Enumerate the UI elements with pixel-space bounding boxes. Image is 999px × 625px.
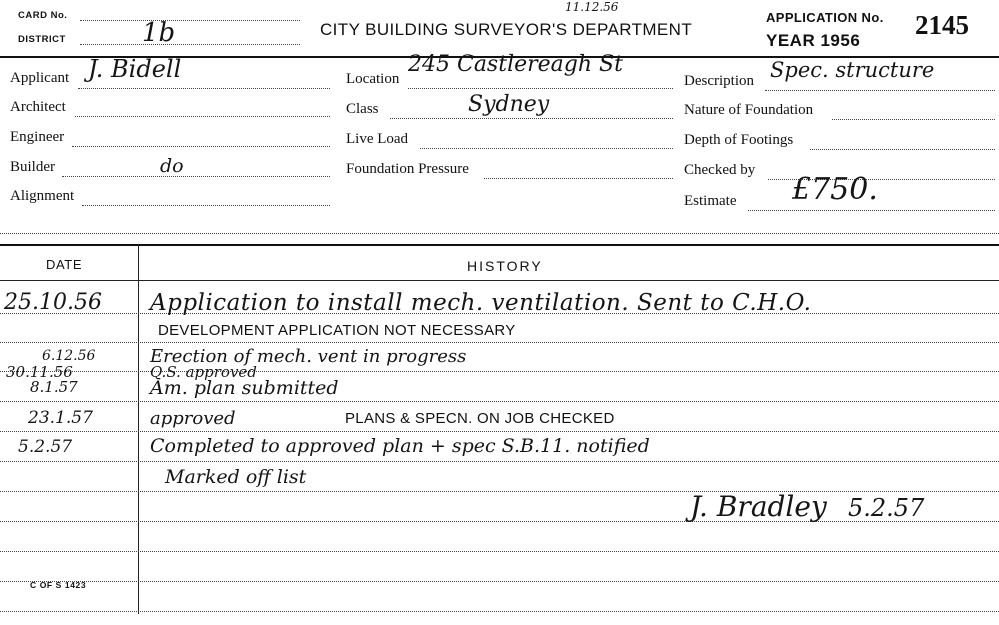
signature-date: 5.2.57	[848, 494, 925, 522]
row-line	[0, 611, 999, 612]
history-header-rule	[0, 280, 999, 281]
builder-value: do	[160, 155, 184, 177]
builder-label: Builder	[10, 159, 55, 175]
fields-bottom-line	[0, 233, 999, 234]
date-note: 11.12.56	[565, 0, 619, 14]
engineer-line	[72, 146, 330, 147]
history-text: Erection of mech. vent in progress	[150, 346, 467, 367]
history-text-typed: DEVELOPMENT APPLICATION NOT NECESSARY	[158, 322, 516, 339]
estimate-line	[748, 210, 995, 211]
architect-line	[75, 116, 330, 117]
history-text: Q.S. approved	[150, 363, 257, 381]
location-value-2: Sydney	[468, 92, 550, 117]
applicant-line	[78, 88, 330, 89]
form-code: C OF S 1423	[30, 580, 87, 590]
history-text: Am. plan submitted	[150, 377, 339, 399]
description-value: Spec. structure	[770, 58, 935, 82]
row-line	[0, 342, 999, 343]
history-text: approved	[150, 408, 236, 429]
live-load-label: Live Load	[346, 131, 409, 147]
alignment-label: Alignment	[10, 188, 75, 204]
description-line	[765, 90, 995, 91]
class-label: Class	[346, 101, 379, 117]
history-text: Completed to approved plan + spec S.B.11. notified	[150, 435, 650, 457]
nature-of-foundation-label: Nature of Foundation	[684, 102, 814, 118]
row-line	[0, 461, 999, 462]
architect-label: Architect	[10, 99, 66, 115]
location-line	[408, 88, 673, 89]
application-no-label: APPLICATION No.	[766, 10, 884, 25]
builder-line	[62, 176, 330, 177]
row-line	[0, 401, 999, 402]
live-load-line	[420, 148, 673, 149]
history-text-typed: PLANS & SPECN. ON JOB CHECKED	[345, 410, 615, 427]
description-label: Description	[684, 73, 754, 89]
district-value: 1b	[142, 18, 176, 48]
row-line	[0, 491, 999, 492]
location-value: 245 Castlereagh St	[408, 52, 623, 77]
date-column-divider	[138, 244, 139, 614]
history-top-rule	[0, 244, 999, 246]
year-label: YEAR 1956	[766, 31, 861, 50]
card-no-label: CARD No.	[18, 10, 68, 21]
class-line	[390, 118, 673, 119]
history-date: 5.2.57	[18, 437, 73, 457]
application-no: 2145	[915, 10, 969, 40]
row-line	[0, 551, 999, 552]
card-no-line	[80, 20, 300, 21]
estimate-value: £750.	[792, 172, 878, 207]
district-label: DISTRICT	[18, 34, 66, 45]
history-text: Marked off list	[165, 466, 307, 488]
engineer-label: Engineer	[10, 129, 65, 145]
foundation-pressure-line	[484, 178, 673, 179]
history-header: HISTORY	[467, 258, 543, 274]
history-date: 25.10.56	[4, 290, 102, 315]
applicant-value: J. Bidell	[88, 55, 182, 83]
district-line	[80, 44, 300, 45]
foundation-pressure-label: Foundation Pressure	[346, 161, 469, 177]
department-title: CITY BUILDING SURVEYOR'S DEPARTMENT	[320, 20, 693, 39]
history-text: Application to install mech. ventilation. Sent to C.H.O.	[150, 290, 812, 316]
history-date: 8.1.57	[30, 378, 78, 396]
history-date: 30.11.56	[6, 363, 73, 381]
depth-line	[810, 149, 995, 150]
history-date: 6.12.56	[42, 348, 96, 364]
date-header: DATE	[46, 257, 83, 272]
row-line	[0, 431, 999, 432]
history-date: 23.1.57	[28, 408, 93, 428]
checked-by-label: Checked by	[684, 162, 756, 178]
applicant-label: Applicant	[10, 70, 70, 86]
location-label: Location	[346, 71, 400, 87]
nature-line	[832, 119, 995, 120]
row-line	[0, 581, 999, 582]
estimate-label: Estimate	[684, 193, 737, 209]
alignment-line	[82, 205, 330, 206]
depth-of-footings-label: Depth of Footings	[684, 132, 794, 148]
signature: J. Bradley	[690, 490, 827, 523]
